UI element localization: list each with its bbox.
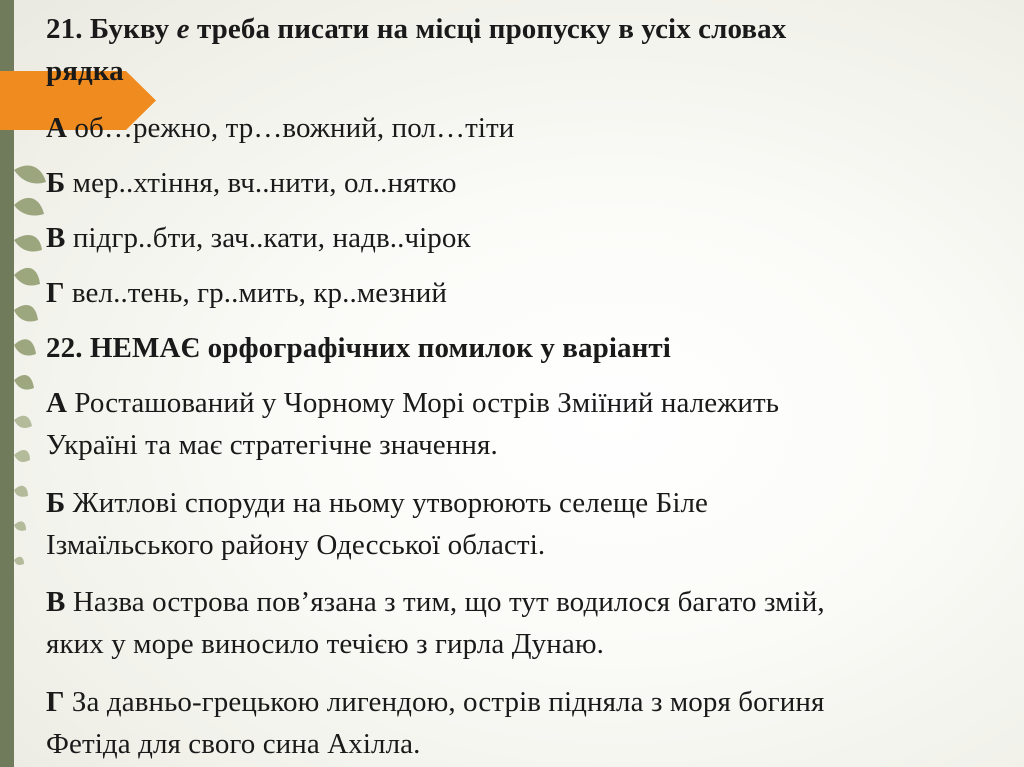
q22-option-c-line1 (46, 585, 825, 619)
q21-title-line2 (46, 54, 124, 88)
q21-title-b: треба писати на місці пропуску в усіх словах (196, 13, 787, 45)
q22-option-a-line2: Україні та має стратегічне значення. (46, 429, 498, 461)
q21-title-c: рядка (46, 55, 124, 87)
option-text: Житлові споруди на ньому утворюють селеще Біле (72, 487, 709, 519)
q22-option-a-line1 (46, 386, 779, 420)
q21-option-d (46, 276, 447, 310)
q22-option-d-line2: Фетіда для свого сина Ахілла. (46, 728, 421, 760)
q21-title-line1 (46, 12, 786, 46)
q21-title-a: Букву (89, 13, 170, 45)
q21-option-b (46, 166, 457, 200)
option-letter: Г (46, 277, 65, 309)
option-letter: Б (46, 167, 66, 199)
option-text: мер..хтіння, вч..нити, ол..нятко (72, 167, 457, 199)
option-letter: Г (46, 686, 65, 718)
q21-number: 21. (46, 13, 83, 45)
q22-title: 22. НЕМАЄ орфографічних помилок у варіанті (46, 332, 671, 364)
option-text: За давньо-грецькою лигендою, острів підняла з моря богиня (71, 686, 825, 718)
option-letter: А (46, 387, 68, 419)
q22-option-b-line1 (46, 486, 708, 520)
q21-option-c (46, 221, 471, 255)
q22-option-c-line2: яких у море виносило течією з гирла Дунаю. (46, 628, 604, 660)
option-text: вел..тень, гр..мить, кр..мезний (71, 277, 448, 309)
option-letter: А (46, 112, 68, 144)
q21-option-a (46, 111, 514, 145)
option-text: підгр..бти, зач..кати, надв..чірок (72, 222, 471, 254)
option-text: Назва острова пов’язана з тим, що тут водилося багато змій, (72, 586, 825, 618)
option-text: об…режно, тр…вожний, пол…тіти (74, 112, 515, 144)
q22-option-b-line2: Ізмаїльського району Одесської області. (46, 529, 546, 561)
option-text: Росташований у Чорному Морі острів Зміїний належить (74, 387, 780, 419)
option-letter: Б (46, 487, 66, 519)
option-letter: В (46, 222, 66, 254)
option-letter: В (46, 586, 66, 618)
q21-title-letter: е (176, 13, 190, 45)
q22-option-d-line1 (46, 685, 824, 719)
